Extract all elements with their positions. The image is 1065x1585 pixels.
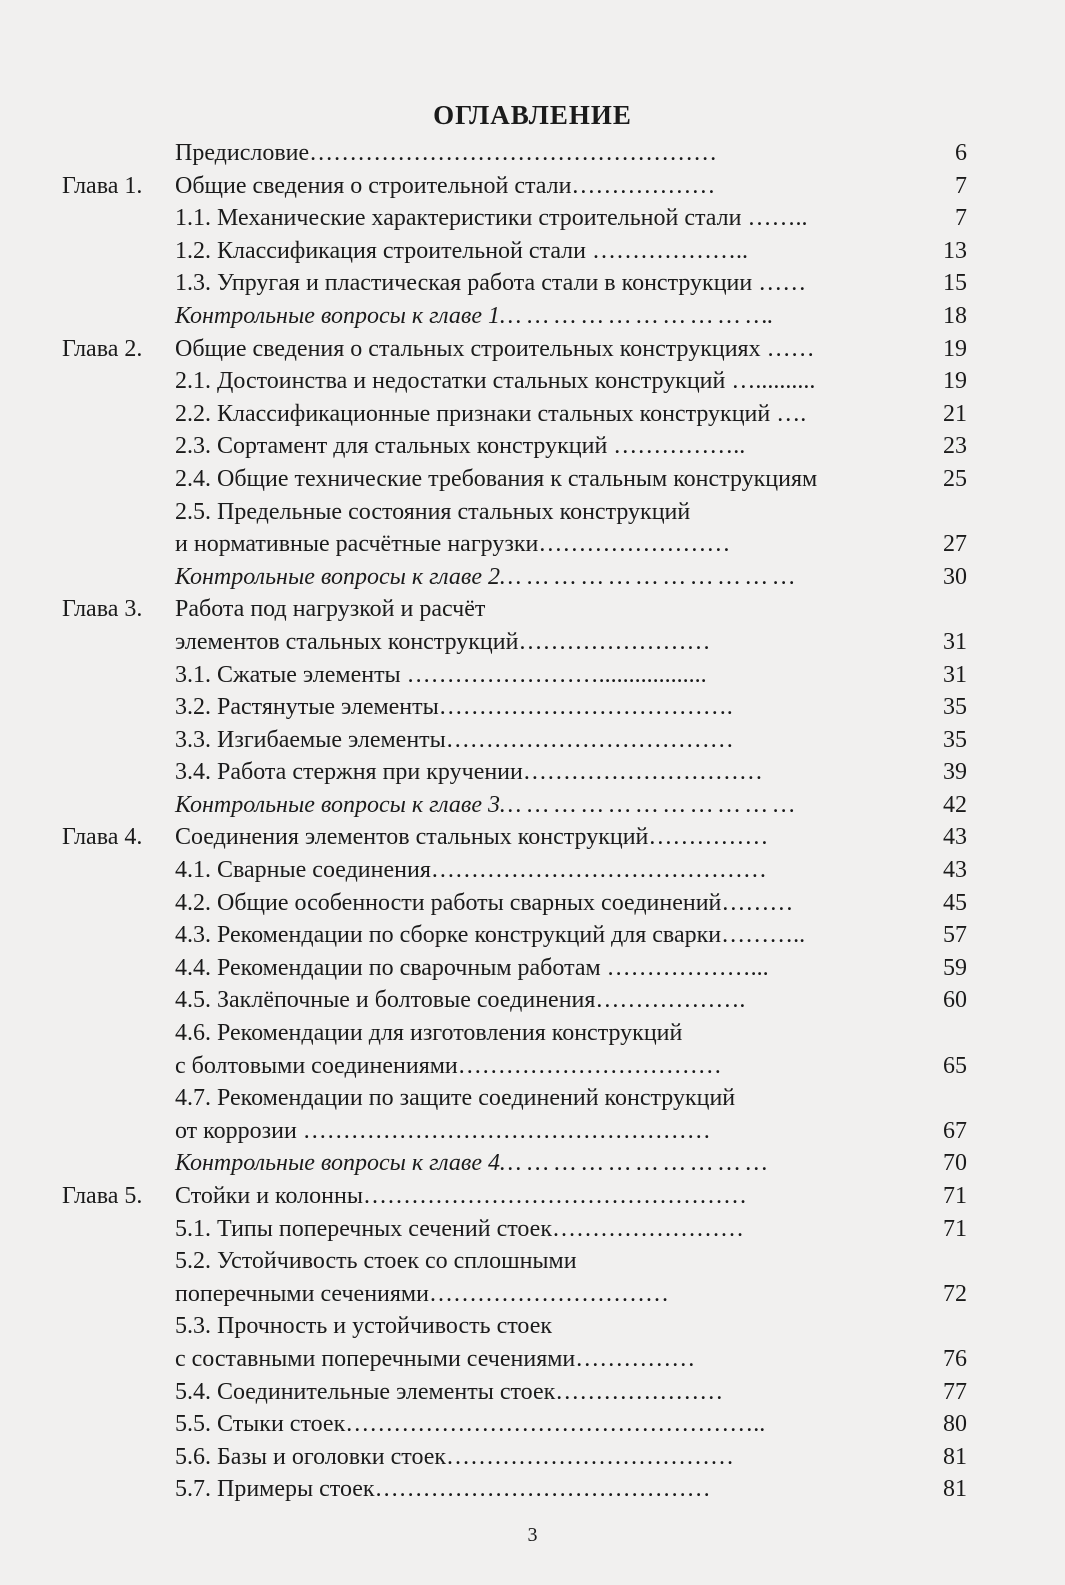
toc-page-number: 67 [943,1117,967,1144]
toc-entry-title: и нормативные расчётные нагрузки…………………… [175,531,731,558]
toc-page-number: 71 [943,1215,967,1242]
toc-page-number: 71 [943,1183,967,1209]
toc-page-number: 13 [943,237,967,264]
toc-entry-title: 3.3. Изгибаемые элементы……………………………… [175,726,734,753]
toc-page-number: 42 [943,791,967,818]
toc-page-number: 7 [955,205,967,232]
toc-entry [0,1408,1065,1441]
toc-entry-title: с составными поперечными сечениями…………… [175,1345,696,1372]
toc-entry-title: 5.5. Стыки стоек…………………………………………….. [175,1411,766,1438]
toc-entry [0,1376,1065,1409]
toc-entry [0,1147,1065,1180]
toc-page-number: 45 [943,889,967,916]
toc-entry-title: 1.1. Механические характеристики строительной стали …….. [175,205,808,232]
toc-chapter-label: Глава 4. [62,824,143,851]
toc-entry-title: Соединения элементов стальных конструкций…………… [175,824,769,851]
toc-entry-title: поперечными сечениями………………………… [175,1280,669,1307]
toc-entry-title: Стойки и колонны………………………………………… [175,1183,747,1209]
toc-entry [0,528,1065,561]
toc-entry [0,463,1065,496]
toc-page-number: 35 [943,726,967,753]
toc-entry [0,984,1065,1017]
toc-entry [0,1343,1065,1376]
toc-entry-title: 2.1. Достоинства и недостатки стальных конструкций ….......... [175,368,816,395]
toc-entry-title: Общие сведения о стальных строительных конструкциях …… [175,335,815,362]
toc-entry [0,333,1065,366]
toc-page-number: 18 [943,302,967,329]
toc-page-number: 19 [943,335,967,362]
toc-entry [0,496,1065,529]
toc-entry-title: элементов стальных конструкций…………………… [175,628,711,655]
toc-chapter-label: Глава 1. [62,172,143,199]
toc-entry [0,202,1065,235]
toc-entry-title: 3.1. Сжатые элементы …………………….................. [175,661,707,688]
toc-entry [0,1050,1065,1083]
toc-entry [0,170,1065,203]
toc-page-number: 72 [943,1280,967,1307]
toc-entry [0,691,1065,724]
toc-entry [0,756,1065,789]
toc-page-number: 31 [943,628,967,655]
toc-page-number: 15 [943,270,967,297]
toc-entry-title: 4.2. Общие особенности работы сварных соединений……… [175,889,794,916]
toc-entry-title: 4.3. Рекомендации по сборке конструкций для сварки……….. [175,922,806,949]
toc-page-number: 7 [955,172,967,199]
toc-entry-title: 3.2. Растянутые элементы………………………………. [175,694,733,721]
toc-entry-title: 5.6. Базы и оголовки стоек……………………………… [175,1443,735,1470]
toc-page-number: 81 [943,1443,967,1470]
toc-entry-title: 3.4. Работа стержня при кручении………………………… [175,759,763,786]
toc-entry [0,1082,1065,1115]
toc-entry-title: 4.7. Рекомендации по защите соединений конструкций [175,1085,736,1112]
toc-entry-title: от коррозии …………………………………………… [175,1117,711,1144]
toc-page-number: 19 [943,368,967,395]
toc-entry-title: с болтовыми соединениями…………………………… [175,1052,722,1079]
toc-entry-title: Контрольные вопросы к главе 3… … … … … … … … … … … [175,791,795,818]
toc-entry-title: 4.1. Сварные соединения…………………………………… [175,857,767,884]
toc-entry-title: 5.3. Прочность и устойчивость стоек [175,1313,553,1340]
toc-page-number: 80 [943,1411,967,1438]
toc-entry [0,1180,1065,1213]
toc-chapter-label: Глава 5. [62,1183,143,1209]
toc-page-number: 30 [943,563,967,590]
toc-entry [0,365,1065,398]
toc-entry-title: 5.7. Примеры стоек…………………………………… [175,1476,711,1503]
toc-entry-title: Общие сведения о строительной стали……………… [175,172,716,199]
toc-chapter-label: Глава 2. [62,335,143,362]
toc-page-number: 6 [955,140,967,166]
toc-entry [0,1278,1065,1311]
toc-entry [0,952,1065,985]
toc-page-number: 43 [943,857,967,884]
toc-entry [0,561,1065,594]
toc-title: ОГЛАВЛЕНИЕ [433,100,632,130]
toc-entry [0,1017,1065,1050]
toc-entry [0,887,1065,920]
toc-entry-title: 1.3. Упругая и пластическая работа стали в конструкции …… [175,270,807,297]
toc-entry [0,626,1065,659]
toc-entry-title: Контрольные вопросы к главе 2… … … … … … … … … … … [175,563,795,590]
toc-page-number: 76 [943,1345,967,1372]
toc-entry [0,430,1065,463]
toc-entry [0,137,1065,170]
toc-page-number: 39 [943,759,967,786]
toc-page-number: 70 [943,1150,967,1177]
toc-page-number: 60 [943,987,967,1014]
toc-entry [0,1213,1065,1246]
toc-page-number: 77 [943,1378,967,1405]
toc-entry-title: 5.2. Устойчивость стоек со сплошными [175,1248,577,1275]
toc-entry [0,267,1065,300]
toc-entry [0,1310,1065,1343]
page-number: 3 [527,1524,538,1546]
toc-entry [0,919,1065,952]
toc-page-number: 57 [943,922,967,949]
toc-entry-title: 5.4. Соединительные элементы стоек………………… [175,1378,724,1405]
toc-entry [0,593,1065,626]
toc-page-number: 25 [943,465,967,492]
toc-page-number: 27 [943,531,967,558]
toc-entry-title: 5.1. Типы поперечных сечений стоек…………………… [175,1215,744,1242]
toc-entry [0,659,1065,692]
toc-entry-title: Контрольные вопросы к главе 1… … … … … … … … … …. [175,302,774,329]
toc-entry [0,1245,1065,1278]
toc-page-number: 23 [943,433,967,460]
toc-entry-title: 2.5. Предельные состояния стальных конструкций [175,498,691,525]
toc-entry [0,1115,1065,1148]
toc-entry [0,854,1065,887]
toc-entry-title: 2.2. Классификационные признаки стальных конструкций …. [175,400,807,427]
toc-entry [0,300,1065,333]
toc-entry-title: 4.5. Заклёпочные и болтовые соединения………………. [175,987,746,1014]
toc-entry-title: Работа под нагрузкой и расчёт [175,596,486,623]
toc-page-number: 35 [943,694,967,721]
toc-entry [0,1473,1065,1506]
toc-entry [0,1441,1065,1474]
toc-entry-title: Контрольные вопросы к главе 4… … … … … … … … … … [175,1150,768,1177]
toc-entry [0,724,1065,757]
toc-page-number: 59 [943,954,967,981]
toc-entry-title: 2.4. Общие технические требования к стальным конструкциям [175,465,818,492]
table-of-contents [0,137,1065,1506]
toc-entry-title: 2.3. Сортамент для стальных конструкций …………….. [175,433,746,460]
toc-entry-title: 4.4. Рекомендации по сварочным работам ………………... [175,954,769,981]
toc-page-number: 43 [943,824,967,851]
toc-page-number: 31 [943,661,967,688]
toc-page-number: 21 [943,400,967,427]
toc-page-number: 81 [943,1476,967,1503]
toc-entry [0,398,1065,431]
toc-entry-title: Предисловие…………………………………………… [175,140,718,166]
toc-entry [0,789,1065,822]
toc-page-number: 65 [943,1052,967,1079]
toc-entry-title: 1.2. Классификация строительной стали ……………….. [175,237,748,264]
toc-chapter-label: Глава 3. [62,596,143,623]
toc-entry [0,235,1065,268]
toc-entry-title: 4.6. Рекомендации для изготовления конструкций [175,1020,683,1047]
toc-entry [0,821,1065,854]
